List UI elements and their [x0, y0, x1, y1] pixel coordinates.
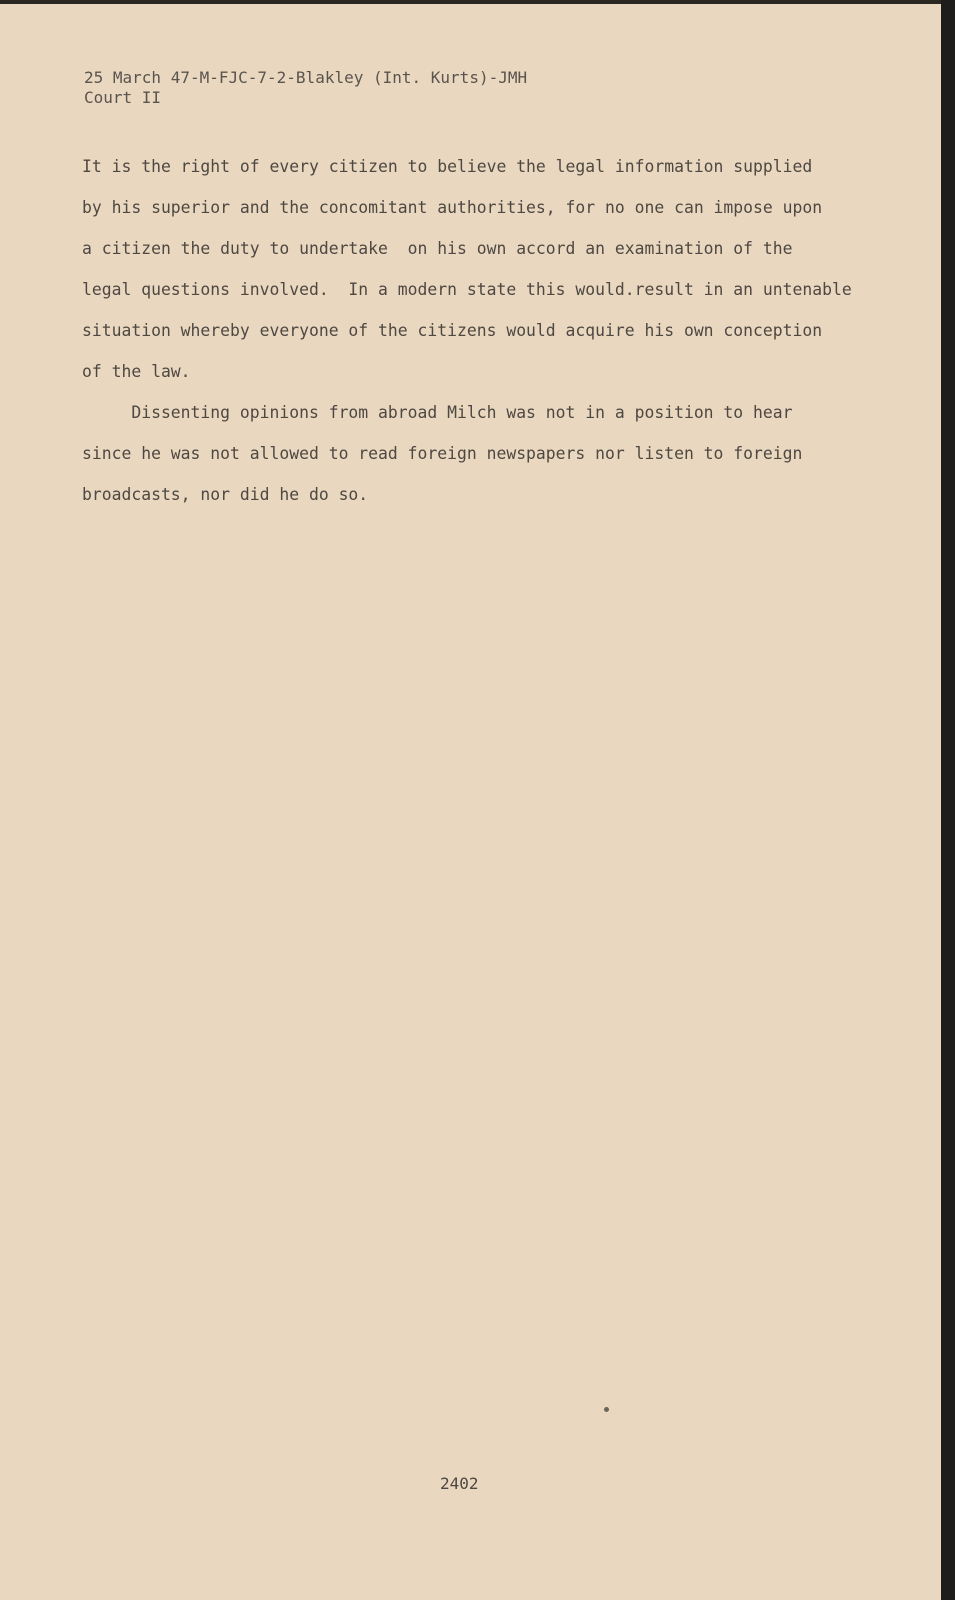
paper-speck [604, 1407, 609, 1412]
document-header [84, 68, 527, 108]
text-line: Dissenting opinions from abroad Milch was not in a position to hear [82, 403, 793, 422]
text-line: a citizen the duty to undertake on his own accord an examination of the [82, 239, 793, 258]
text-line: of the law. [82, 362, 191, 381]
document-body [82, 146, 882, 515]
header-court-line: Court II [84, 88, 162, 107]
text-line: broadcasts, nor did he do so. [82, 485, 369, 504]
text-line: situation whereby everyone of the citizens would acquire his own conception [82, 321, 823, 340]
page-number: 2402 [440, 1474, 479, 1493]
paragraph-2 [82, 392, 882, 515]
page-edge-shadow [941, 0, 955, 1600]
text-line: It is the right of every citizen to believe the legal information supplied [82, 157, 813, 176]
text-line: by his superior and the concomitant authorities, for no one can impose upon [82, 198, 823, 217]
text-line: legal questions involved. In a modern state this would.result in an untenable [82, 280, 852, 299]
text-line: since he was not allowed to read foreign newspapers nor listen to foreign [82, 444, 803, 463]
paragraph-1 [82, 146, 882, 392]
header-reference-line: 25 March 47-M-FJC-7-2-Blakley (Int. Kurts)-JMH [84, 68, 528, 87]
